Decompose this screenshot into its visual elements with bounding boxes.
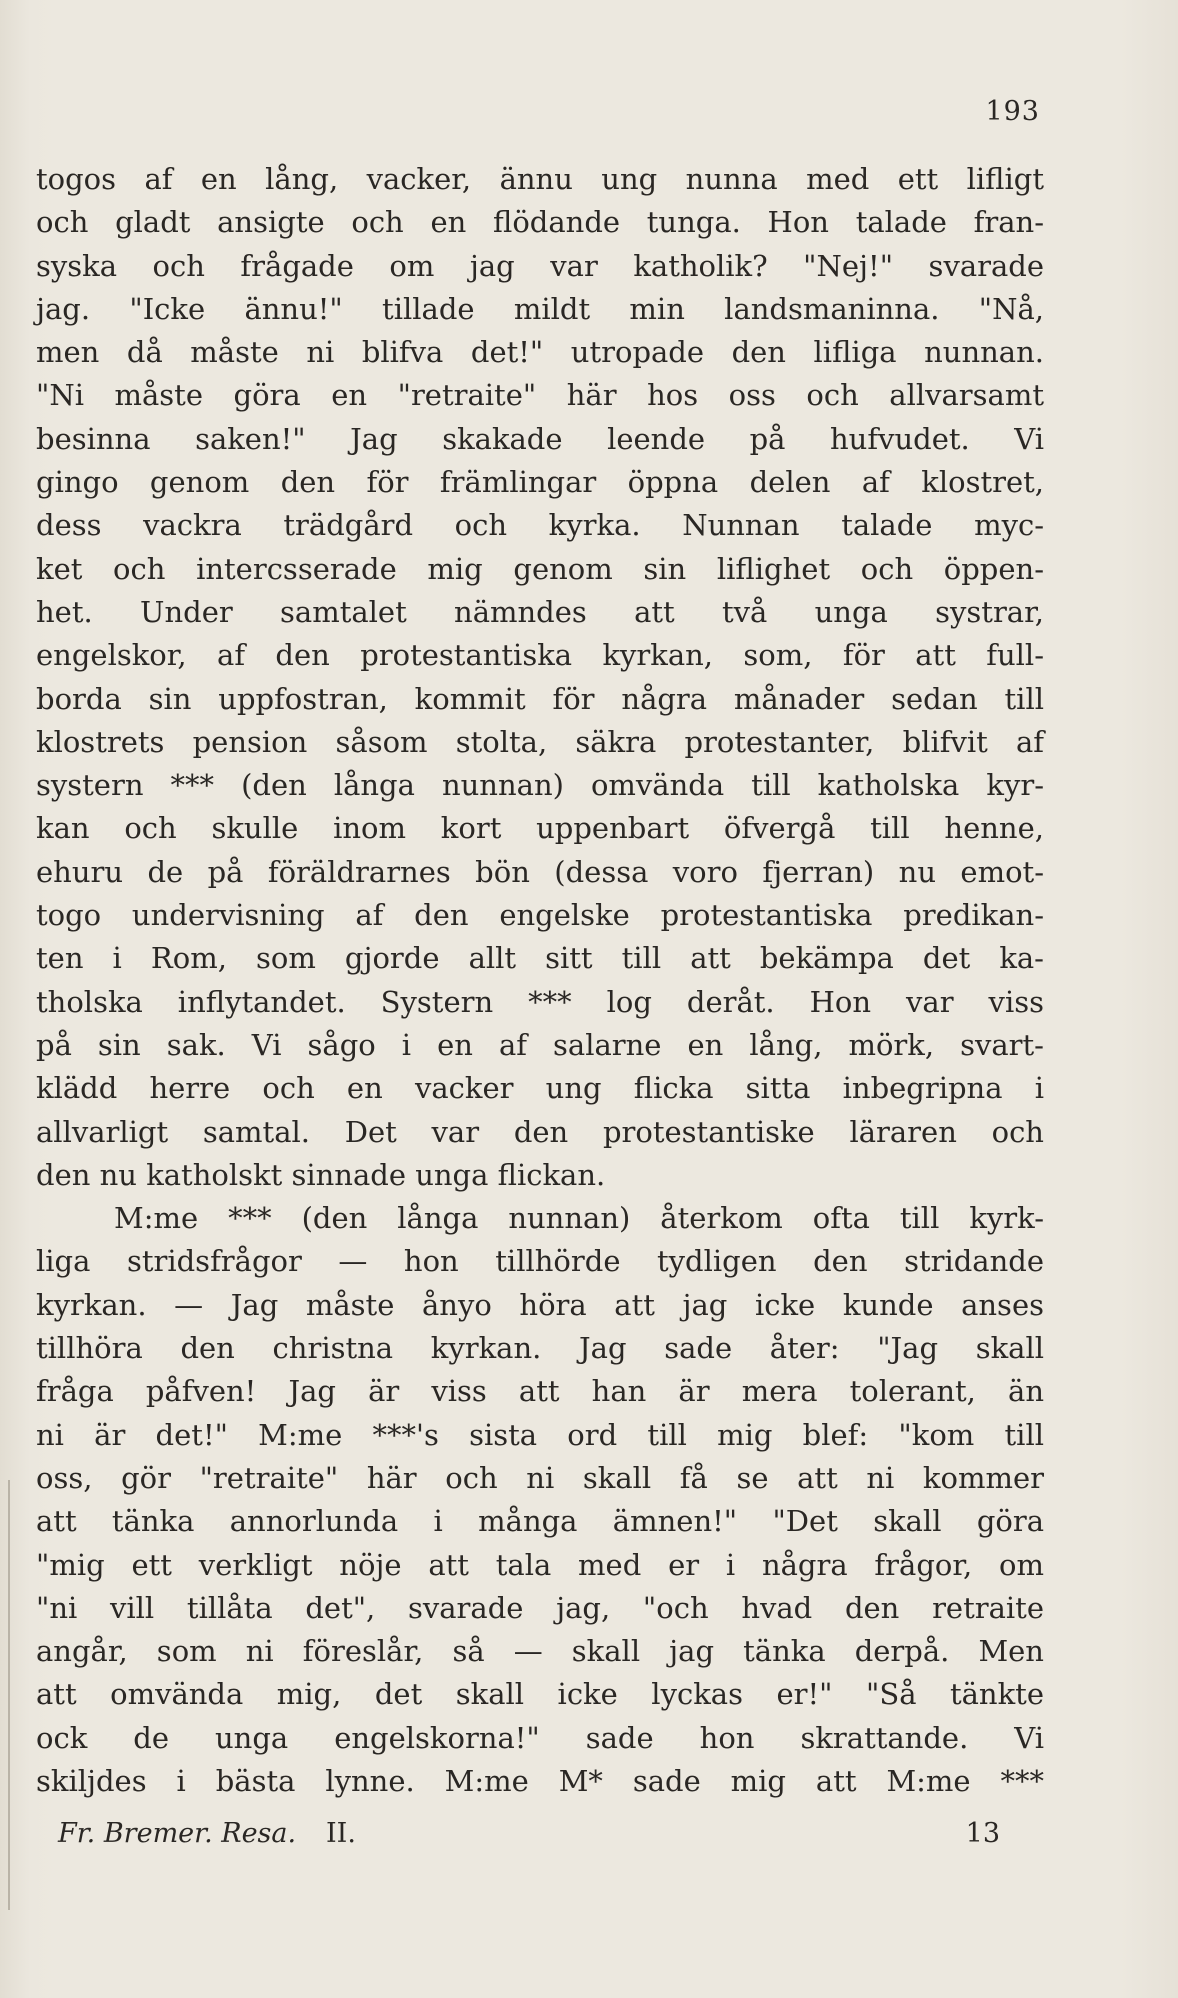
text-line: jag. "Icke ännu!" tillade mildt min landsmaninna. "Nå, bbox=[36, 291, 1044, 326]
text-line: syska och frågade om jag var katholik? "Nej!" svarade bbox=[36, 248, 1044, 283]
text-line: ni är det!" M:me ***'s sista ord till mig blef: "kom till bbox=[36, 1417, 1044, 1452]
page-number: 193 bbox=[985, 96, 1040, 127]
text-line: att omvända mig, det skall icke lyckas er!" "Så tänkte bbox=[36, 1677, 1044, 1712]
sheet-number: 13 bbox=[965, 1818, 1000, 1849]
text-line: men då måste ni blifva det!" utropade den lifliga nunnan. bbox=[36, 335, 1044, 370]
text-line: allvarligt samtal. Det var den protestantiske läraren och bbox=[36, 1114, 1044, 1149]
footer-signature-line bbox=[58, 1812, 1000, 1856]
text-line: angår, som ni föreslår, så — skall jag tänka derpå. Men bbox=[36, 1634, 1044, 1669]
printer-signature: Fr. Bremer. Resa. bbox=[58, 1818, 297, 1849]
text-line: att tänka annorlunda i många ämnen!" "Det skall göra bbox=[36, 1504, 1044, 1539]
text-line: dess vackra trädgård och kyrka. Nunnan talade myc- bbox=[36, 508, 1044, 543]
text-line: engelskor, af den protestantiska kyrkan, som, för att full- bbox=[36, 638, 1044, 673]
text-line: kan och skulle inom kort uppenbart öfvergå till henne, bbox=[36, 811, 1044, 846]
text-line: ket och intercsserade mig genom sin liflighet och öppen- bbox=[36, 551, 1044, 586]
text-line: ten i Rom, som gjorde allt sitt till att bekämpa det ka- bbox=[36, 941, 1044, 976]
text-line: kyrkan. — Jag måste ånyo höra att jag icke kunde anses bbox=[36, 1287, 1044, 1322]
binding-edge bbox=[8, 1480, 10, 1910]
text-line: het. Under samtalet nämndes att två unga systrar, bbox=[36, 594, 1044, 629]
text-line: tholska inflytandet. Systern *** log deråt. Hon var viss bbox=[36, 984, 1044, 1019]
text-line: fråga påfven! Jag är viss att han är mera tolerant, än bbox=[36, 1374, 1044, 1409]
text-line: och gladt ansigte och en flödande tunga. Hon talade fran- bbox=[36, 205, 1044, 240]
text-line: togo undervisning af den engelske protestantiska predikan- bbox=[36, 898, 1044, 933]
text-line: på sin sak. Vi sågo i en af salarne en lång, mörk, svart- bbox=[36, 1027, 1044, 1062]
text-line: oss, gör "retraite" här och ni skall få se att ni kommer bbox=[36, 1460, 1044, 1495]
text-line: tillhöra den christna kyrkan. Jag sade åter: "Jag skall bbox=[36, 1331, 1044, 1366]
text-line: ock de unga engelskorna!" sade hon skrattande. Vi bbox=[36, 1720, 1044, 1755]
text-line: borda sin uppfostran, kommit för några månader sedan till bbox=[36, 681, 1044, 716]
text-line: ehuru de på föräldrarnes bön (dessa voro fjerran) nu emot- bbox=[36, 854, 1044, 889]
text-line: den nu katholskt sinnade unga flickan. bbox=[36, 1157, 606, 1192]
text-line: "ni vill tillåta det", svarade jag, "och hvad den retraite bbox=[36, 1590, 1044, 1625]
text-line: M:me *** (den långa nunnan) återkom ofta till kyrk- bbox=[114, 1201, 1044, 1236]
text-line: skiljdes i bästa lynne. M:me M* sade mig att M:me *** bbox=[36, 1763, 1044, 1798]
text-line: "mig ett verkligt nöje att tala med er i några frågor, om bbox=[36, 1547, 1044, 1582]
text-line: togos af en lång, vacker, ännu ung nunna med ett lifligt bbox=[36, 162, 1044, 196]
text-line: "Ni måste göra en "retraite" här hos oss och allvarsamt bbox=[36, 378, 1044, 413]
text-line: systern *** (den långa nunnan) omvända till katholska kyr- bbox=[36, 768, 1044, 803]
text-line: gingo genom den för främlingar öppna delen af klostret, bbox=[36, 465, 1044, 500]
text-line: klostrets pension såsom stolta, säkra protestanter, blifvit af bbox=[36, 724, 1044, 759]
volume-number: II. bbox=[326, 1818, 356, 1849]
text-line: liga stridsfrågor — hon tillhörde tydligen den stridande bbox=[36, 1244, 1044, 1279]
text-line: besinna saken!" Jag skakade leende på hufvudet. Vi bbox=[36, 421, 1044, 456]
text-line: klädd herre och en vacker ung flicka sitta inbegripna i bbox=[36, 1071, 1044, 1106]
body-text bbox=[36, 158, 1044, 1803]
